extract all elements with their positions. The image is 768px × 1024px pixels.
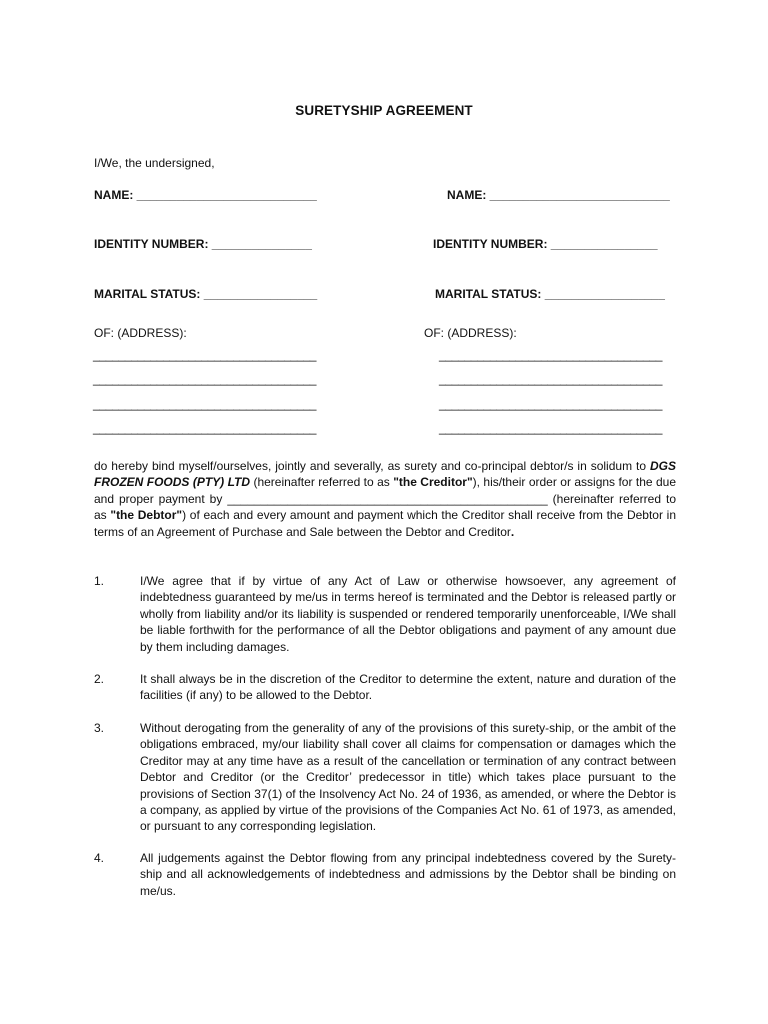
clause-number: 1. [94, 574, 105, 588]
clause-text: Without derogating from the generality of any of the provisions of this surety-ship, or the ambit of the obligations embraced, my/our liability shall cover all claims for compensation or damages which the Creditor may at any time have as a result of the cancellation or termination of any contract between Debtor and Creditor (or the Creditor’ predecessor in title) which takes place pursuant to the provisions of Section 37(1) of the Insolvency Act No. 24 of 1936, as amended, or where the Debtor is a company, as applied by virtue of the provisions of the Companies Act No. 61 of 1973, as amended, or pursuant to any corresponding legislation. [140, 721, 676, 834]
debtor-defined-term: "the Debtor" [110, 508, 183, 523]
clause-number: 2. [94, 672, 105, 686]
address-line-right-3: ___________________________________ [439, 397, 663, 411]
clause-text: All judgements against the Debtor flowing from any principal indebtedness covered by the Surety-ship and all acknowledgements of indebtedness and admissions by the Debtor shall be binding on me/us. [140, 851, 676, 898]
address-label-right: OF: (ADDRESS): [424, 326, 517, 340]
address-line-right-1: ___________________________________ [439, 348, 663, 362]
binding-text-part4: ) of each and every amount and payment which the Creditor shall receive from the Debtor in terms of an Agreement of Purchase and Sale between the Debtor and Creditor [94, 508, 676, 539]
address-line-right-4: ___________________________________ [439, 421, 663, 435]
address-label-left: OF: (ADDRESS): [94, 326, 187, 340]
clause-text: I/We agree that if by virtue of any Act of Law or otherwise howsoever, any agreement of indebtedness guaranteed by me/us in terms hereof is terminated and the Debtor is released partly or wholly from liability and/or its liability is suspended or rendered temporarily unenforceable, I/We shall be liable forthwith for the performance of all the Debtor obligations and payment of any amount due by them including damages. [140, 574, 676, 654]
creditor-company-name: DGS FROZEN FOODS (PTY) LTD [94, 459, 676, 490]
address-line-left-4: ___________________________________ [93, 421, 317, 435]
binding-paragraph [94, 458, 676, 540]
creditor-defined-term: "the Creditor" [393, 475, 473, 490]
clause-number: 4. [94, 851, 105, 865]
address-line-left-3: ___________________________________ [93, 397, 317, 411]
binding-text-part1: do hereby bind myself/ourselves, jointly and severally, as surety and co-principal debtor/s in solidum to [94, 459, 650, 473]
address-line-right-2: ___________________________________ [439, 372, 663, 386]
marital-status-field-right: MARITAL STATUS: __________________ [435, 287, 665, 301]
clause-text: It shall always be in the discretion of the Creditor to determine the extent, nature and duration of the facilities (if any) to be allowed to the Debtor. [140, 672, 676, 703]
name-field-left: NAME: ___________________________ [94, 188, 317, 202]
identity-number-field-right: IDENTITY NUMBER: ________________ [433, 237, 658, 251]
address-line-left-2: ___________________________________ [93, 372, 317, 386]
name-field-right: NAME: ___________________________ [447, 188, 670, 202]
binding-text-part3: ), his/their order or assigns for the due and proper payment by ________________________________________________ (hereinafter referred to as [94, 475, 677, 523]
address-line-left-1: ___________________________________ [93, 348, 317, 362]
identity-number-field-left: IDENTITY NUMBER: _______________ [94, 237, 312, 251]
binding-text-part2: (hereinafter referred to as [250, 475, 394, 490]
document-title: SURETYSHIP AGREEMENT [295, 103, 473, 118]
clause-number: 3. [94, 721, 105, 735]
marital-status-field-left: MARITAL STATUS: _________________ [94, 287, 318, 301]
intro-text: I/We, the undersigned, [94, 156, 215, 170]
binding-text-end: . [510, 524, 515, 539]
